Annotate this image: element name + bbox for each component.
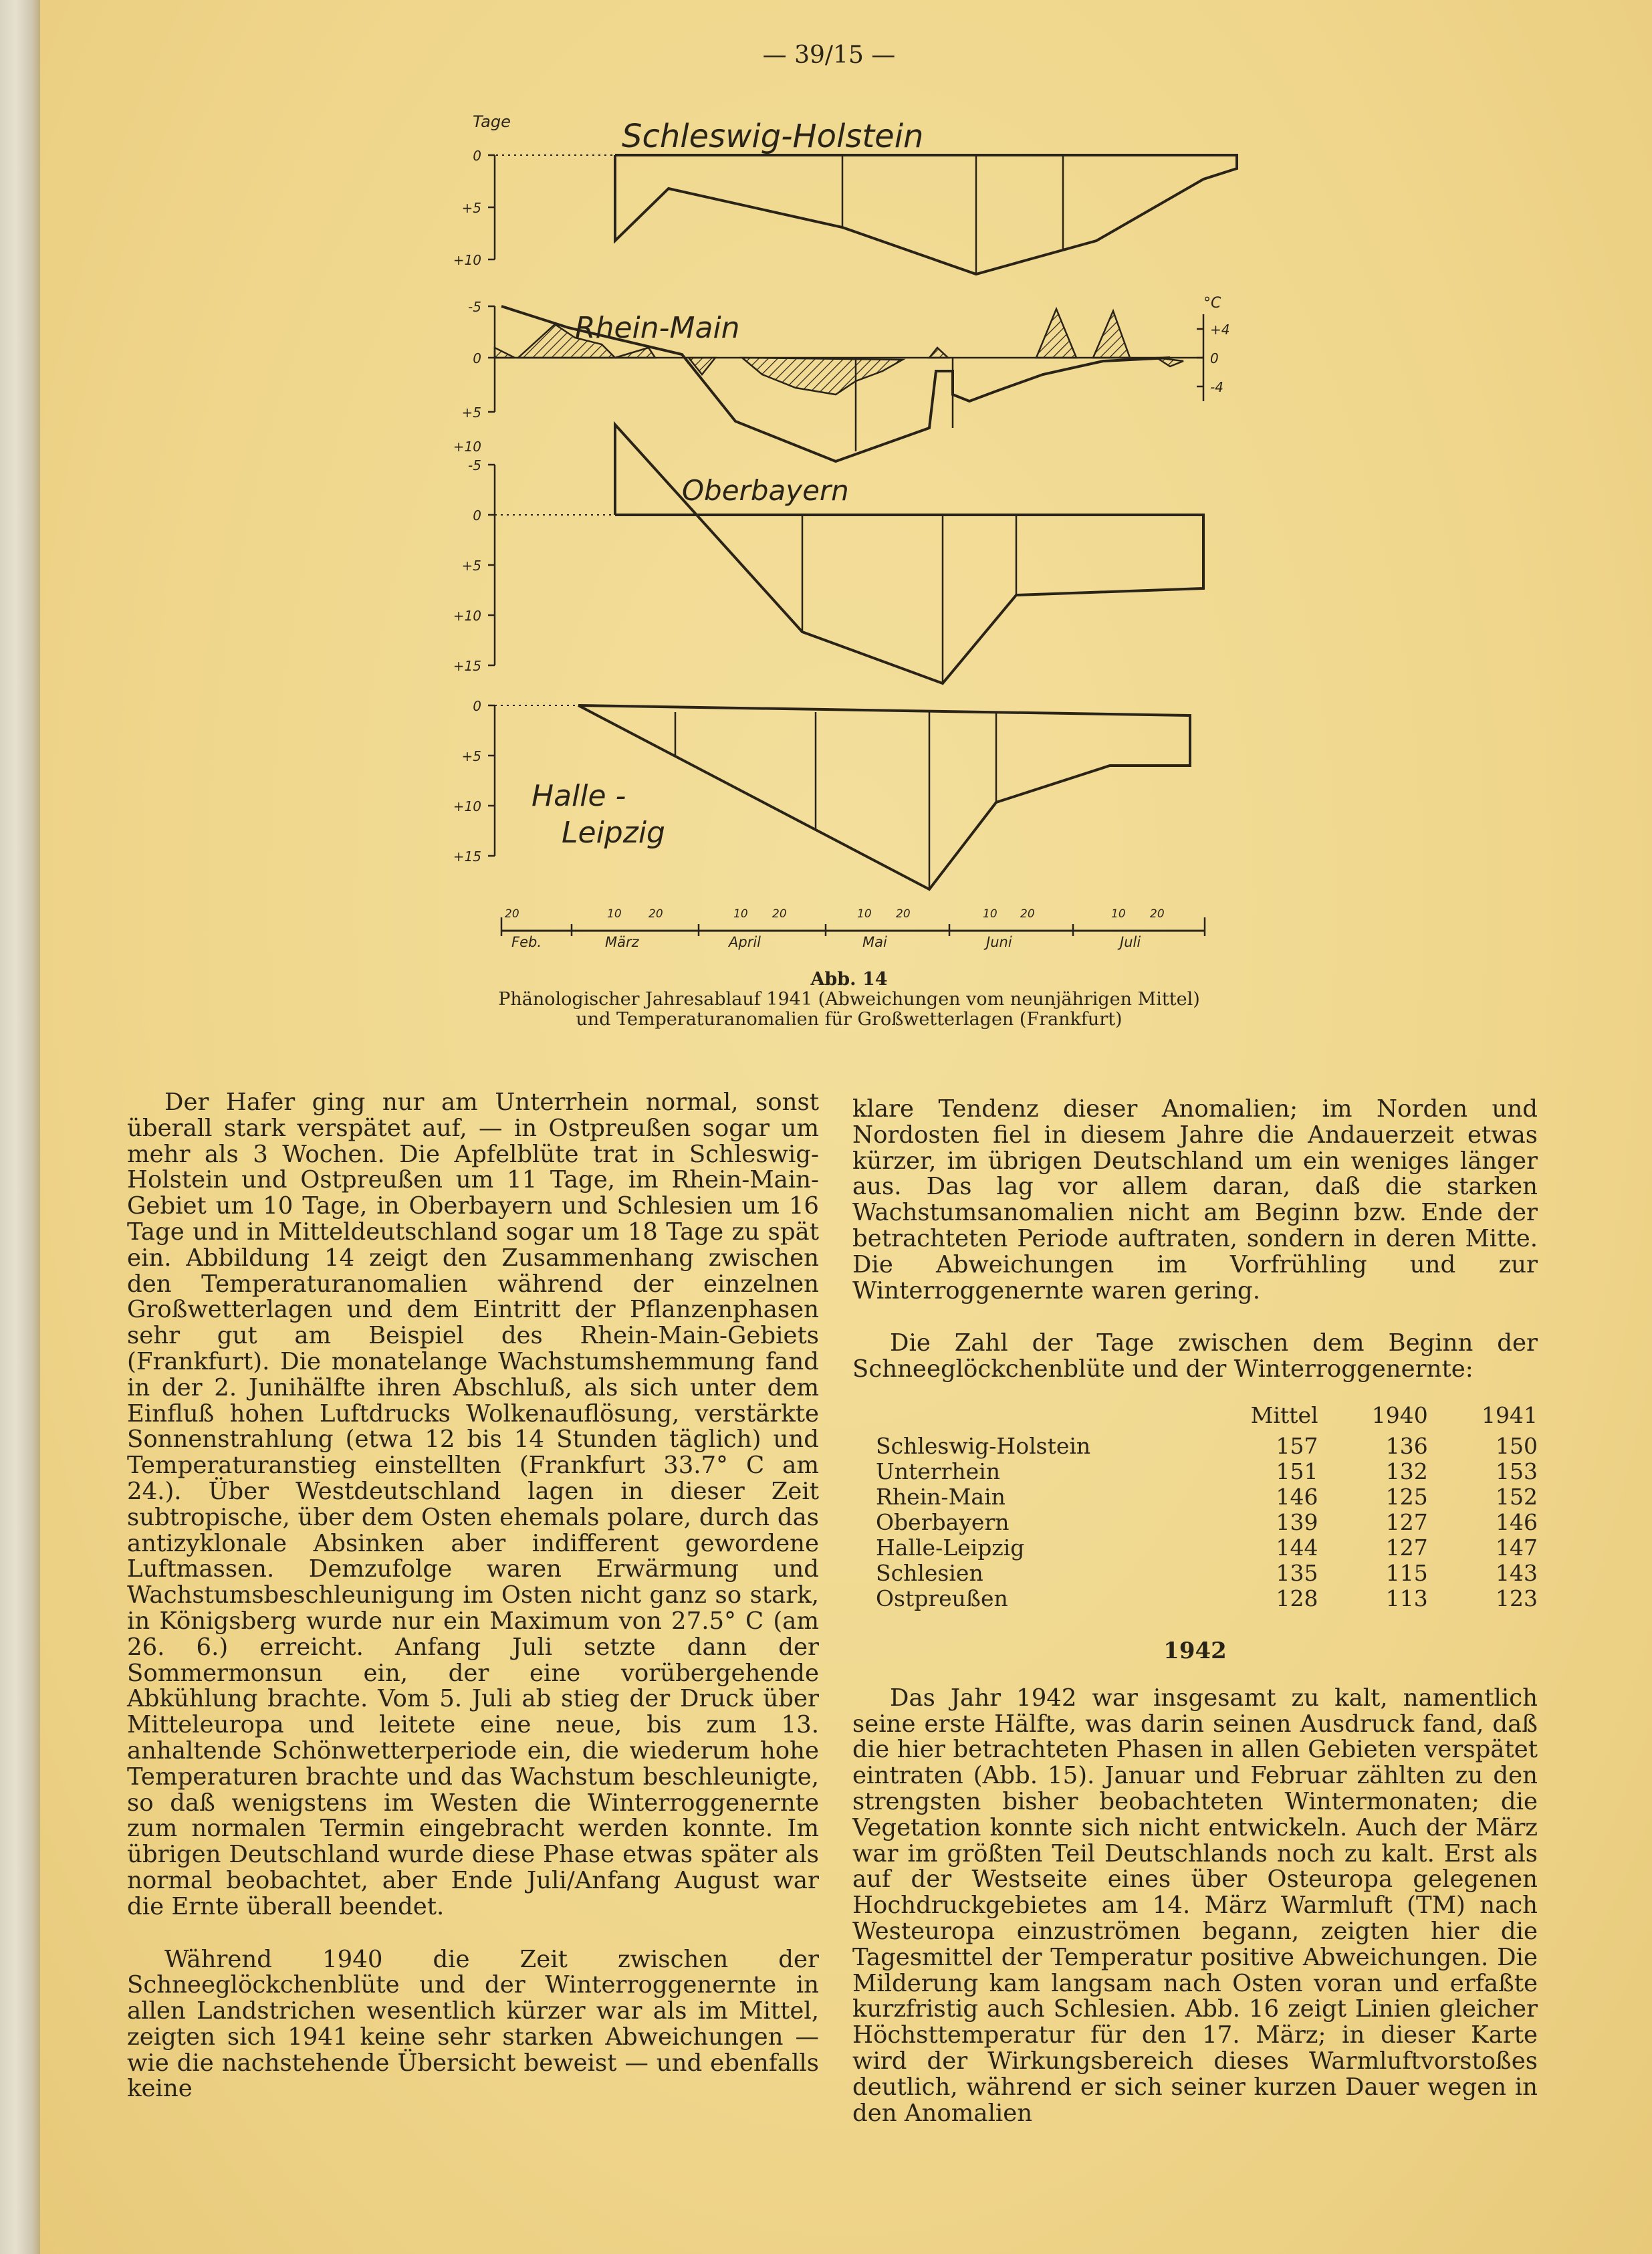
caption-text: Phänologischer Jahresablauf 1941 (Abweichungen vom neunjährigen Mittel) und Temperaturanomalien für Großwetterlagen (Frankfurt) [498,989,1200,1030]
month-label: April [729,934,761,950]
panel-title: Schleswig-Holstein [622,118,924,155]
axis-label-tage: Tage [473,112,511,131]
region-cell: Schlesien [876,1559,983,1586]
table-row [876,1561,1538,1586]
tick-label: +10 [453,439,481,455]
tick-label: +15 [453,658,481,674]
value-cell: 113 [1385,1585,1428,1611]
day-tick: 10 [983,907,997,921]
value-cell: 144 [1276,1534,1318,1561]
value-cell: 146 [1276,1483,1318,1510]
value-cell: 147 [1496,1534,1538,1561]
table-header-row [876,1403,1538,1434]
month-label: Juli [1120,934,1141,950]
panel-title: Oberbayern [682,474,849,507]
left-column [127,1090,819,2102]
value-cell: 143 [1496,1559,1538,1586]
value-cell: 123 [1496,1585,1538,1611]
panel-halle-leipzig [453,698,1190,889]
month-label: Juni [986,934,1012,950]
tick-label: -5 [468,299,481,315]
value-cell: 153 [1496,1458,1538,1484]
value-cell: 136 [1385,1432,1428,1459]
day-tick: 20 [1020,907,1035,921]
figure-caption [488,970,1210,1030]
month-label: Feb. [511,934,542,950]
tick-label: -5 [468,457,481,473]
axis-label-celsius: °C [1203,295,1221,312]
tick-label: +15 [453,849,481,865]
time-axis [501,907,1205,950]
tick-label: 0 [473,508,481,524]
tick-label: +5 [461,405,481,421]
tick-label: +10 [453,798,481,814]
section-heading: 1942 [1163,1637,1227,1664]
day-tick: 10 [1111,907,1126,921]
tick-label: 0 [473,350,481,366]
value-cell: 128 [1276,1585,1318,1611]
value-cell: 127 [1385,1534,1428,1561]
column-header: Mittel [1250,1401,1318,1428]
day-tick: 10 [857,907,872,921]
day-tick: 20 [505,907,519,921]
value-cell: 115 [1385,1559,1428,1586]
right-column [852,1097,1538,2126]
table-row [876,1434,1538,1459]
temp-tick-label: -4 [1210,379,1223,395]
value-cell: 146 [1496,1508,1538,1535]
value-cell: 157 [1276,1432,1318,1459]
value-cell: 151 [1276,1458,1318,1484]
value-cell: 152 [1496,1483,1538,1510]
panel-schleswig-holstein [453,118,1237,274]
panel-title-line2: Leipzig [562,816,665,850]
tick-label: +5 [461,200,481,216]
region-cell: Halle-Leipzig [876,1534,1025,1561]
column-header: 1941 [1482,1401,1538,1428]
paragraph: Während 1940 die Zeit zwischen der Schneeglöckchenblüte und der Winterroggenernte in allen Landstrichen wesentlich kürzer war als im Mittel, zeigten sich 1941 keine sehr starken Abweichungen — wie die nachstehende Übersicht beweist — und ebenfalls keine [127,1945,819,2103]
temp-tick-label: +4 [1210,322,1230,338]
value-cell: 135 [1276,1559,1318,1586]
day-tick: 20 [772,907,787,921]
region-cell: Oberbayern [876,1508,1010,1535]
table-row [876,1484,1538,1510]
tick-label: +5 [461,748,481,764]
paragraph: Das Jahr 1942 war insgesamt zu kalt, namentlich seine erste Hälfte, was darin seinen Ausdruck fand, daß die hier betrachteten Phasen in allen Gebieten verspätet eintraten (Abb. 15). Januar und Februar zählten zu den strengsten bisher beobachteten Wintermonaten; die Vegetation konnte sich nicht entwickeln. Auch der März war im größten Teil Deutschlands noch zu kalt. Erst als auf der Westseite eines über Osteuropa gelegenen Hochdruckgebietes am 14. März Warmluft (TM) nach Westeuropa einzuströmen begann, zeigten hier die Tagesmittel der Temperatur positive Abweichungen. Die Milderung kam langsam nach Osten voran und erfaßte kurzfristig auch Schlesien. Abb. 16 zeigt Linien gleicher Höchsttemperatur für den 17. März; in dieser Karte wird der Wirkungsbereich dieses Warmluftvorstoßes deutlich, während er sich seiner kurzen Dauer wegen in den Anomalien [852,1684,1538,2127]
value-cell: 139 [1276,1508,1318,1535]
day-tick: 10 [733,907,748,921]
days-table [876,1403,1538,1611]
table-row [876,1459,1538,1484]
figure-number: Abb. 14 [810,969,888,990]
paragraph: Die Zahl der Tage zwischen dem Beginn der Schneeglöckchenblüte und der Winterroggenernte: [852,1329,1538,1383]
table-row [876,1535,1538,1561]
region-cell: Unterrhein [876,1458,1000,1484]
value-cell: 125 [1385,1483,1428,1510]
column-header: 1940 [1371,1401,1428,1428]
value-cell: 132 [1385,1458,1428,1484]
panel-rhein-main [453,295,1230,461]
book-binding [0,0,40,2254]
tick-label: +10 [453,608,481,624]
panel-title: Rhein-Main [575,311,740,345]
region-cell: Schleswig-Holstein [876,1432,1091,1459]
panel-oberbayern [453,425,1203,683]
phenology-figure [453,107,1250,956]
day-tick: 20 [1150,907,1165,921]
region-cell: Rhein-Main [876,1483,1006,1510]
tick-label: 0 [473,698,481,714]
tick-label: +10 [453,252,481,268]
panel-title: Halle - [532,779,626,813]
table-row [876,1586,1538,1611]
month-label: März [605,934,639,950]
month-label: Mai [862,934,887,950]
paragraph: Der Hafer ging nur am Unterrhein normal, sonst überall stark verspätet auf, — in Ostpreußen sogar um mehr als 3 Wochen. Die Apfelblüte trat in Schleswig-Holstein und Ostpreußen um 11 Tage, im Rhein-Main-Gebiet um 10 Tage, in Oberbayern und Schlesien um 16 Tage und in Mitteldeutschland sogar um 18 Tage zu spät ein. Abbildung 14 zeigt den Zusammenhang zwischen den Temperaturanomalien während der einzelnen Großwetterlagen und dem Eintritt der Pflanzenphasen sehr gut am Beispiel des Rhein-Main-Gebiets (Frankfurt). Die monatelange Wachstumshemmung fand in der 2. Junihälfte ihren Abschluß, als sich unter dem Einfluß hohen Luftdrucks Wolkenauflösung, verstärkte Sonnenstrahlung (etwa 12 bis 14 Stunden täglich) und Temperaturanstieg einstellten (Frankfurt 33.7° C am 24.). Über Westdeutschland lagen in dieser Zeit subtropische, über dem Osten ehemals polare, durch das antizyklonale Absinken aber indifferent gewordene Luftmassen. Demzufolge waren Erwärmung und Wachstumsbeschleunigung im Osten nicht ganz so stark, in Königsberg wurde nur ein Maximum von 27.5° C (am 26. 6.) erreicht. Anfang Juli setzte dann der Sommermonsun ein, der eine vorübergehende Abkühlung brachte. Vom 5. Juli ab stieg der Druck über Mitteleuropa und leitete eine neue, bis zum 13. anhaltende Schönwetterperiode ein, die wiederum hohe Temperaturen brachte und das Wachstum beschleunigte, so daß wenigstens im Westen die Winterroggenernte zum normalen Termin eingebracht werden konnte. Im übrigen Deutschland wurde diese Phase etwas später als normal beobachtet, aber Ende Juli/Anfang August war die Ernte überall beendet. [127,1089,819,1920]
day-tick: 20 [896,907,911,921]
value-cell: 150 [1496,1432,1538,1459]
region-cell: Ostpreußen [876,1585,1008,1611]
tick-label: +5 [461,558,481,574]
value-cell: 127 [1385,1508,1428,1535]
table-row [876,1510,1538,1535]
page-number: — 39/15 — [762,41,896,69]
temp-tick-label: 0 [1210,350,1219,366]
paragraph: klare Tendenz dieser Anomalien; im Norden und Nordosten fiel in diesem Jahre die Andauerzeit etwas kürzer, im übrigen Deutschland um ein weniges länger aus. Das lag vor allem daran, daß die starken Wachstumsanomalien nicht am Beginn bzw. Ende der betrachteten Periode auftraten, sondern in deren Mitte. Die Abweichungen im Vorfrühling und zur Winterroggenernte waren gering. [852,1095,1538,1305]
day-tick: 20 [648,907,663,921]
day-tick: 10 [607,907,622,921]
tick-label: 0 [473,148,481,164]
